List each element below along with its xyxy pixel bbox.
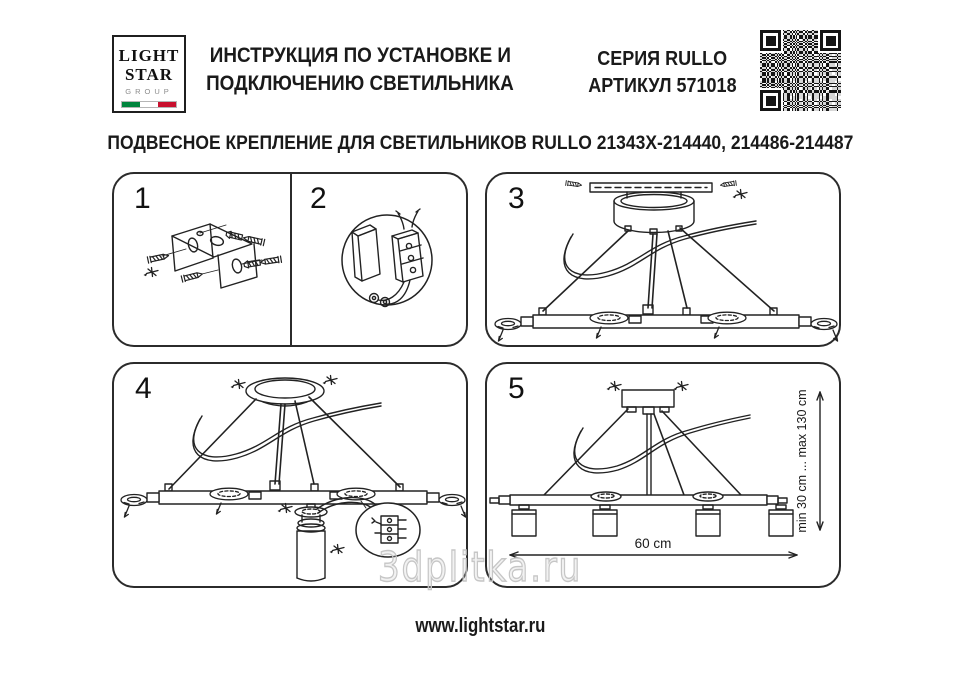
qr-finder-bottom-left <box>760 90 781 111</box>
step-number-2: 2 <box>310 182 327 215</box>
subtitle <box>0 133 960 155</box>
page-title <box>185 42 535 98</box>
watermark: 3dplitka.ru <box>377 543 583 591</box>
subtitle-text: ПОДВЕСНОЕ КРЕПЛЕНИЕ ДЛЯ СВЕТИЛЬНИКОВ RULLO 21343X-214440, 214486-214487 <box>107 133 853 154</box>
step-number-4: 4 <box>135 372 152 405</box>
article-label: АРТИКУЛ 571018 <box>587 75 737 97</box>
title-line-2: ПОДКЛЮЧЕНИЮ СВЕТИЛЬНИКА <box>206 72 514 95</box>
qr-code-icon <box>757 27 844 114</box>
dimension-height-label: min 30 cm ... max 130 cm <box>795 389 809 533</box>
step-panel-1-2 <box>112 172 468 347</box>
dimension-width-label: 60 cm <box>634 536 672 551</box>
qr-finder-top-right <box>820 30 841 51</box>
series-label: СЕРИЯ RULLO <box>597 48 727 70</box>
logo-word-group: GROUP <box>125 87 173 96</box>
footer <box>0 615 960 638</box>
canopy-suspension-drawing <box>487 174 839 345</box>
step-number-3: 3 <box>508 182 525 215</box>
flag-white <box>140 102 158 107</box>
step-panel-3 <box>485 172 841 347</box>
product-info <box>553 46 771 100</box>
italian-flag-stripe <box>121 101 177 108</box>
flag-green <box>122 102 140 107</box>
flag-red <box>158 102 176 107</box>
qr-finder-top-left <box>760 30 781 51</box>
logo-word-light: LIGHT <box>118 46 180 65</box>
step-number-5: 5 <box>508 372 525 405</box>
lightstar-logo <box>112 35 186 113</box>
footer-url: www.lightstar.ru <box>414 615 546 637</box>
logo-word-star: STAR <box>124 65 174 84</box>
title-line-1: ИНСТРУКЦИЯ ПО УСТАНОВКЕ И <box>209 44 511 67</box>
step-number-1: 1 <box>134 182 151 215</box>
